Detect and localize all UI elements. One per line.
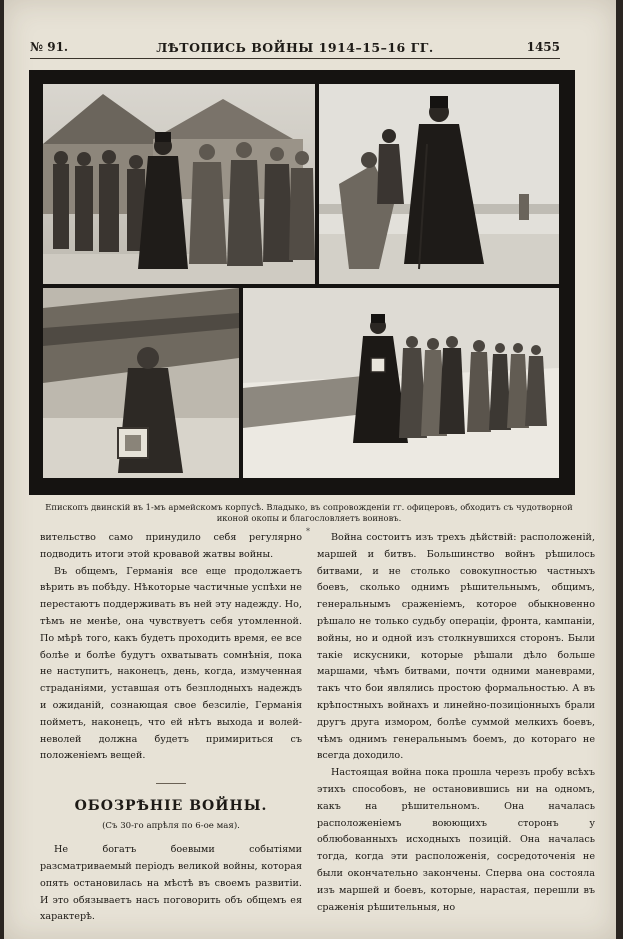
- paragraph: Война состоитъ изъ трехъ дѣйствій: расположеній, маршей и битвъ. Большинство войнъ рѣшилось битвами, и не столько совокупностью частныхъ боевъ, сколько однимъ рѣшительнымъ, общимъ, генеральнымъ сраженіемъ, которое обыкновенно рѣшало не только судьбу операціи, фронта, кампаніи, войны, но и одной изъ столкнувшихся сторонъ. Были такіе искусники, которые рѣшали дѣло больше маршами, чѣмъ битвами, почти одними маневрами, такъ что бои являлись простою формальностью. А въ крѣпостныхъ войнахъ и линейно-позиціонныхъ брали другъ друга измором, болѣе суммой мелкихъ боевъ, чѣмъ однимъ генеральнымъ боемъ, до котораго не всегда доходило.: [317, 532, 595, 762]
- page-number: 1455: [526, 40, 560, 54]
- photo-caption: Епископъ двинскій въ 1-мъ армейскомъ корпусѣ. Владыко, въ сопровожденіи гг. офицеровъ, обходитъ съ чудотворной иконой окопы и благословляетъ воиновъ.: [45, 502, 573, 523]
- paragraph: Въ общемъ, Германія все еще продолжаетъ вѣрить въ побѣду. Нѣкоторые частичные успѣхи не перестаютъ поддерживать въ ней эту надежду. Но, тѣмъ не менѣе, она чувствуетъ себя утомленной. По мѣрѣ того, какъ будетъ проходить время, ее все болѣе и болѣе будутъ охватывать сомнѣнія, пока не наступитъ, наконецъ, день, когда, измученная страданіями, уставшая отъ безплодныхъ надеждъ и ожиданій, сознающая свое безсиліе, Германія пойметъ, наконецъ, что ей нѣтъ выхода и волей-неволей должна будетъ примириться съ положеніемъ вещей.: [40, 565, 302, 762]
- photo-procession-with-icon: [243, 288, 559, 478]
- running-title: ЛѢТОПИСЬ ВОЙНЫ 1914–15–16 ГГ.: [156, 40, 434, 55]
- right-column: [317, 530, 595, 916]
- section-subtitle: (Съ 30-го апрѣля по 6-ое мая).: [102, 821, 240, 832]
- left-column: [40, 530, 302, 926]
- section-divider: [156, 783, 186, 784]
- paragraph: вительство само принудило себя регулярно подводить итоги этой кровавой жатвы войны.: [40, 532, 302, 560]
- page-header: [30, 40, 560, 60]
- photo-bishop-walking: [319, 84, 559, 284]
- header-rule: [30, 58, 560, 59]
- photo-soldier-with-icon: [43, 288, 239, 478]
- column-ornament: *: [306, 527, 310, 536]
- photo-collage: [29, 70, 575, 495]
- newspaper-page: [4, 0, 616, 939]
- issue-number: № 91.: [30, 40, 69, 54]
- photo-bishop-with-officers: [43, 84, 315, 284]
- paragraph: Не богатъ боевыми событіями разсматриваемый періодъ великой войны, которая опять остановилась на мѣстѣ въ своемъ развитіи. И это обязываетъ насъ поговорить объ общемъ ея характерѣ.: [40, 844, 302, 923]
- paragraph: Настоящая война пока прошла черезъ пробу всѣхъ этихъ способовъ, не остановившись ни на одномъ, какъ на рѣшительномъ. Она началась расположеніемъ воюющихъ сторонъ у облюбованныхъ исходныхъ позицій. Она началась тогда, когда эти расположенія, сосредоточенія не были окончательно закончены. Сперва она состояла изъ маршей и боевъ, которые, нарастая, перешли въ сраженія рѣшительныя, но: [317, 767, 595, 913]
- section-title: ОБОЗРѢНІЕ ВОЙНЫ.: [74, 798, 268, 815]
